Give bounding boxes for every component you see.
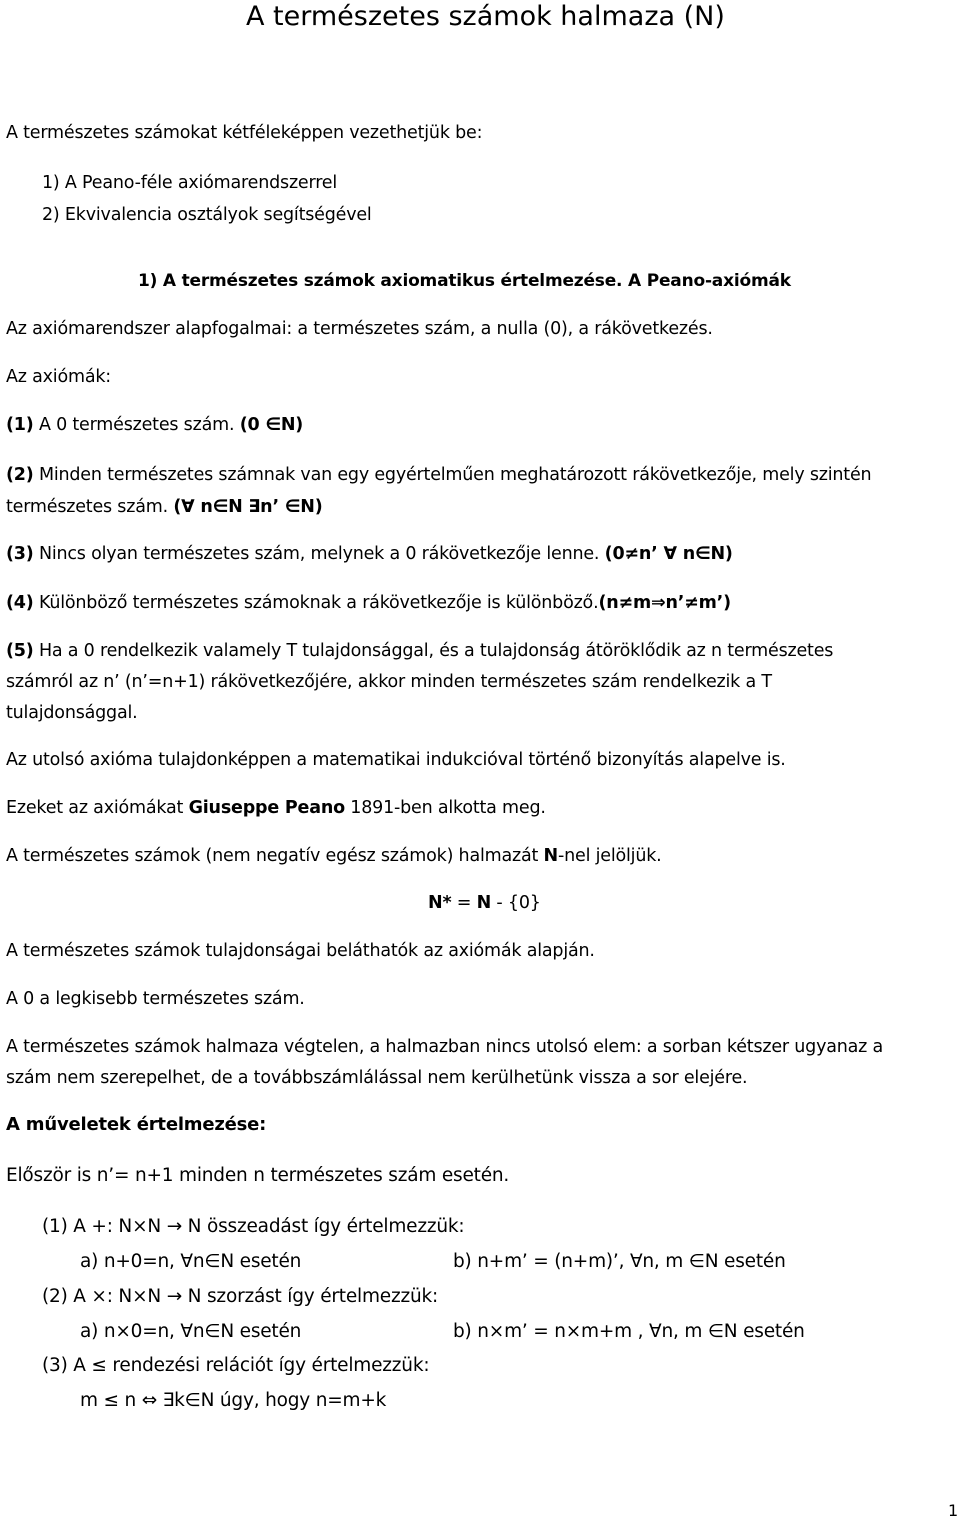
axiom-5-number: (5) [6,641,34,661]
infinite-line-2: szám nem szerepelhet, de a továbbszámlálással nem kerülhetünk vissza a sor elejére. [6,1068,748,1088]
section-heading-axiomatic: 1) A természetes számok axiomatikus értelmezése. A Peano-axiómák [138,271,791,291]
nstar-formula [428,892,541,914]
axiom-5-line-3: tulajdonsággal. [6,703,138,723]
basic-concepts-text: Az axiómarendszer alapfogalmai: a természetes szám, a nulla (0), a rákövetkezés. [6,319,713,339]
notation-before: A természetes számok (nem negatív egész számok) halmazát [6,846,544,866]
axiom-5-line-2: számról az n’ (n’=n+1) rákövetkezőjére, akkor minden természetes szám rendelkezik a T [6,672,772,692]
page-number: 1 [948,1501,958,1520]
axiom-5-text: Ha a 0 rendelkezik valamely T tulajdonsággal, és a tulajdonság átöröklődik az n természetes [33,641,834,661]
first-definition: Először is n’= n+1 minden n természetes szám esetén. [6,1165,510,1186]
method-item-1: 1) A Peano-féle axiómarendszerrel [42,173,338,193]
axiom-4-number: (4) [6,593,34,613]
axioms-label: Az axiómák: [6,367,111,387]
page-title: A természetes számok halmaza (N) [246,1,725,32]
induction-note: Az utolsó axióma tulajdonképpen a matematikai indukcióval történő bizonyítás alapelve is. [6,750,786,770]
peano-name: Giuseppe Peano [188,798,345,818]
nstar-n: N [476,893,492,913]
method-item-2: 2) Ekvivalencia osztályok segítségével [42,205,372,225]
order-definition: (3) A ≤ rendezési relációt így értelmezzük: [42,1355,430,1376]
nstar-mid: = [451,893,477,913]
intro-text: A természetes számokat kétféleképpen vezethetjük be: [6,123,483,143]
axiom-1-number: (1) [6,415,34,435]
axiom-5-line-1 [6,640,833,662]
axiom-2-text: Minden természetes számnak van egy egyértelműen meghatározott rákövetkezője, mely szintén [33,465,872,485]
notation-symbol: N [543,846,558,866]
axiom-2-text-cont: természetes szám. [6,497,174,517]
addition-rule-a: a) n+0=n, ∀n∈N esetén [80,1251,302,1272]
axiom-2-formula: (∀ n∈N ∃n’ ∈N) [173,497,323,517]
smallest-text: A 0 a legkisebb természetes szám. [6,989,305,1009]
axiom-4-text: Különböző természetes számoknak a rákövetkezője is különböző. [33,593,599,613]
addition-definition: (1) A +: N×N → N összeadást így értelmezzük: [42,1216,465,1237]
axiom-3 [6,543,733,565]
multiplication-rule-a: a) n×0=n, ∀n∈N esetén [80,1321,302,1342]
multiplication-rule-b: b) n×m’ = n×m+m , ∀n, m ∈N esetén [453,1321,805,1342]
nstar-right: - {0} [491,893,541,913]
notation-after: -nel jelöljük. [558,846,662,866]
multiplication-definition: (2) A ×: N×N → N szorzást így értelmezzük: [42,1286,439,1307]
peano-note-after: 1891-ben alkotta meg. [344,798,546,818]
axiom-1-formula: (0 ∈N) [239,415,304,435]
axiom-1-text: A 0 természetes szám. [33,415,240,435]
axiom-2-line-2 [6,496,323,518]
properties-text: A természetes számok tulajdonságai beláthatók az axiómák alapján. [6,941,595,961]
axiom-4 [6,592,731,614]
operations-heading: A műveletek értelmezése: [6,1114,267,1135]
notation-text [6,845,662,867]
axiom-2-line-1 [6,464,871,486]
axiom-3-text: Nincs olyan természetes szám, melynek a 0 rákövetkezője lenne. [33,544,605,564]
axiom-1 [6,414,303,436]
nstar-left: N* [428,893,452,913]
addition-rule-b: b) n+m’ = (n+m)’, ∀n, m ∈N esetén [453,1251,786,1272]
peano-note [6,797,546,819]
axiom-3-formula: (0≠n’ ∀ n∈N) [604,544,733,564]
axiom-4-formula: (n≠m⇒n’≠m’) [598,593,731,613]
order-formula: m ≤ n ⇔ ∃k∈N úgy, hogy n=m+k [80,1390,387,1411]
axiom-3-number: (3) [6,544,34,564]
infinite-line-1: A természetes számok halmaza végtelen, a halmazban nincs utolsó elem: a sorban kétszer ugyanaz a [6,1037,884,1057]
peano-note-before: Ezeket az axiómákat [6,798,189,818]
axiom-2-number: (2) [6,465,34,485]
